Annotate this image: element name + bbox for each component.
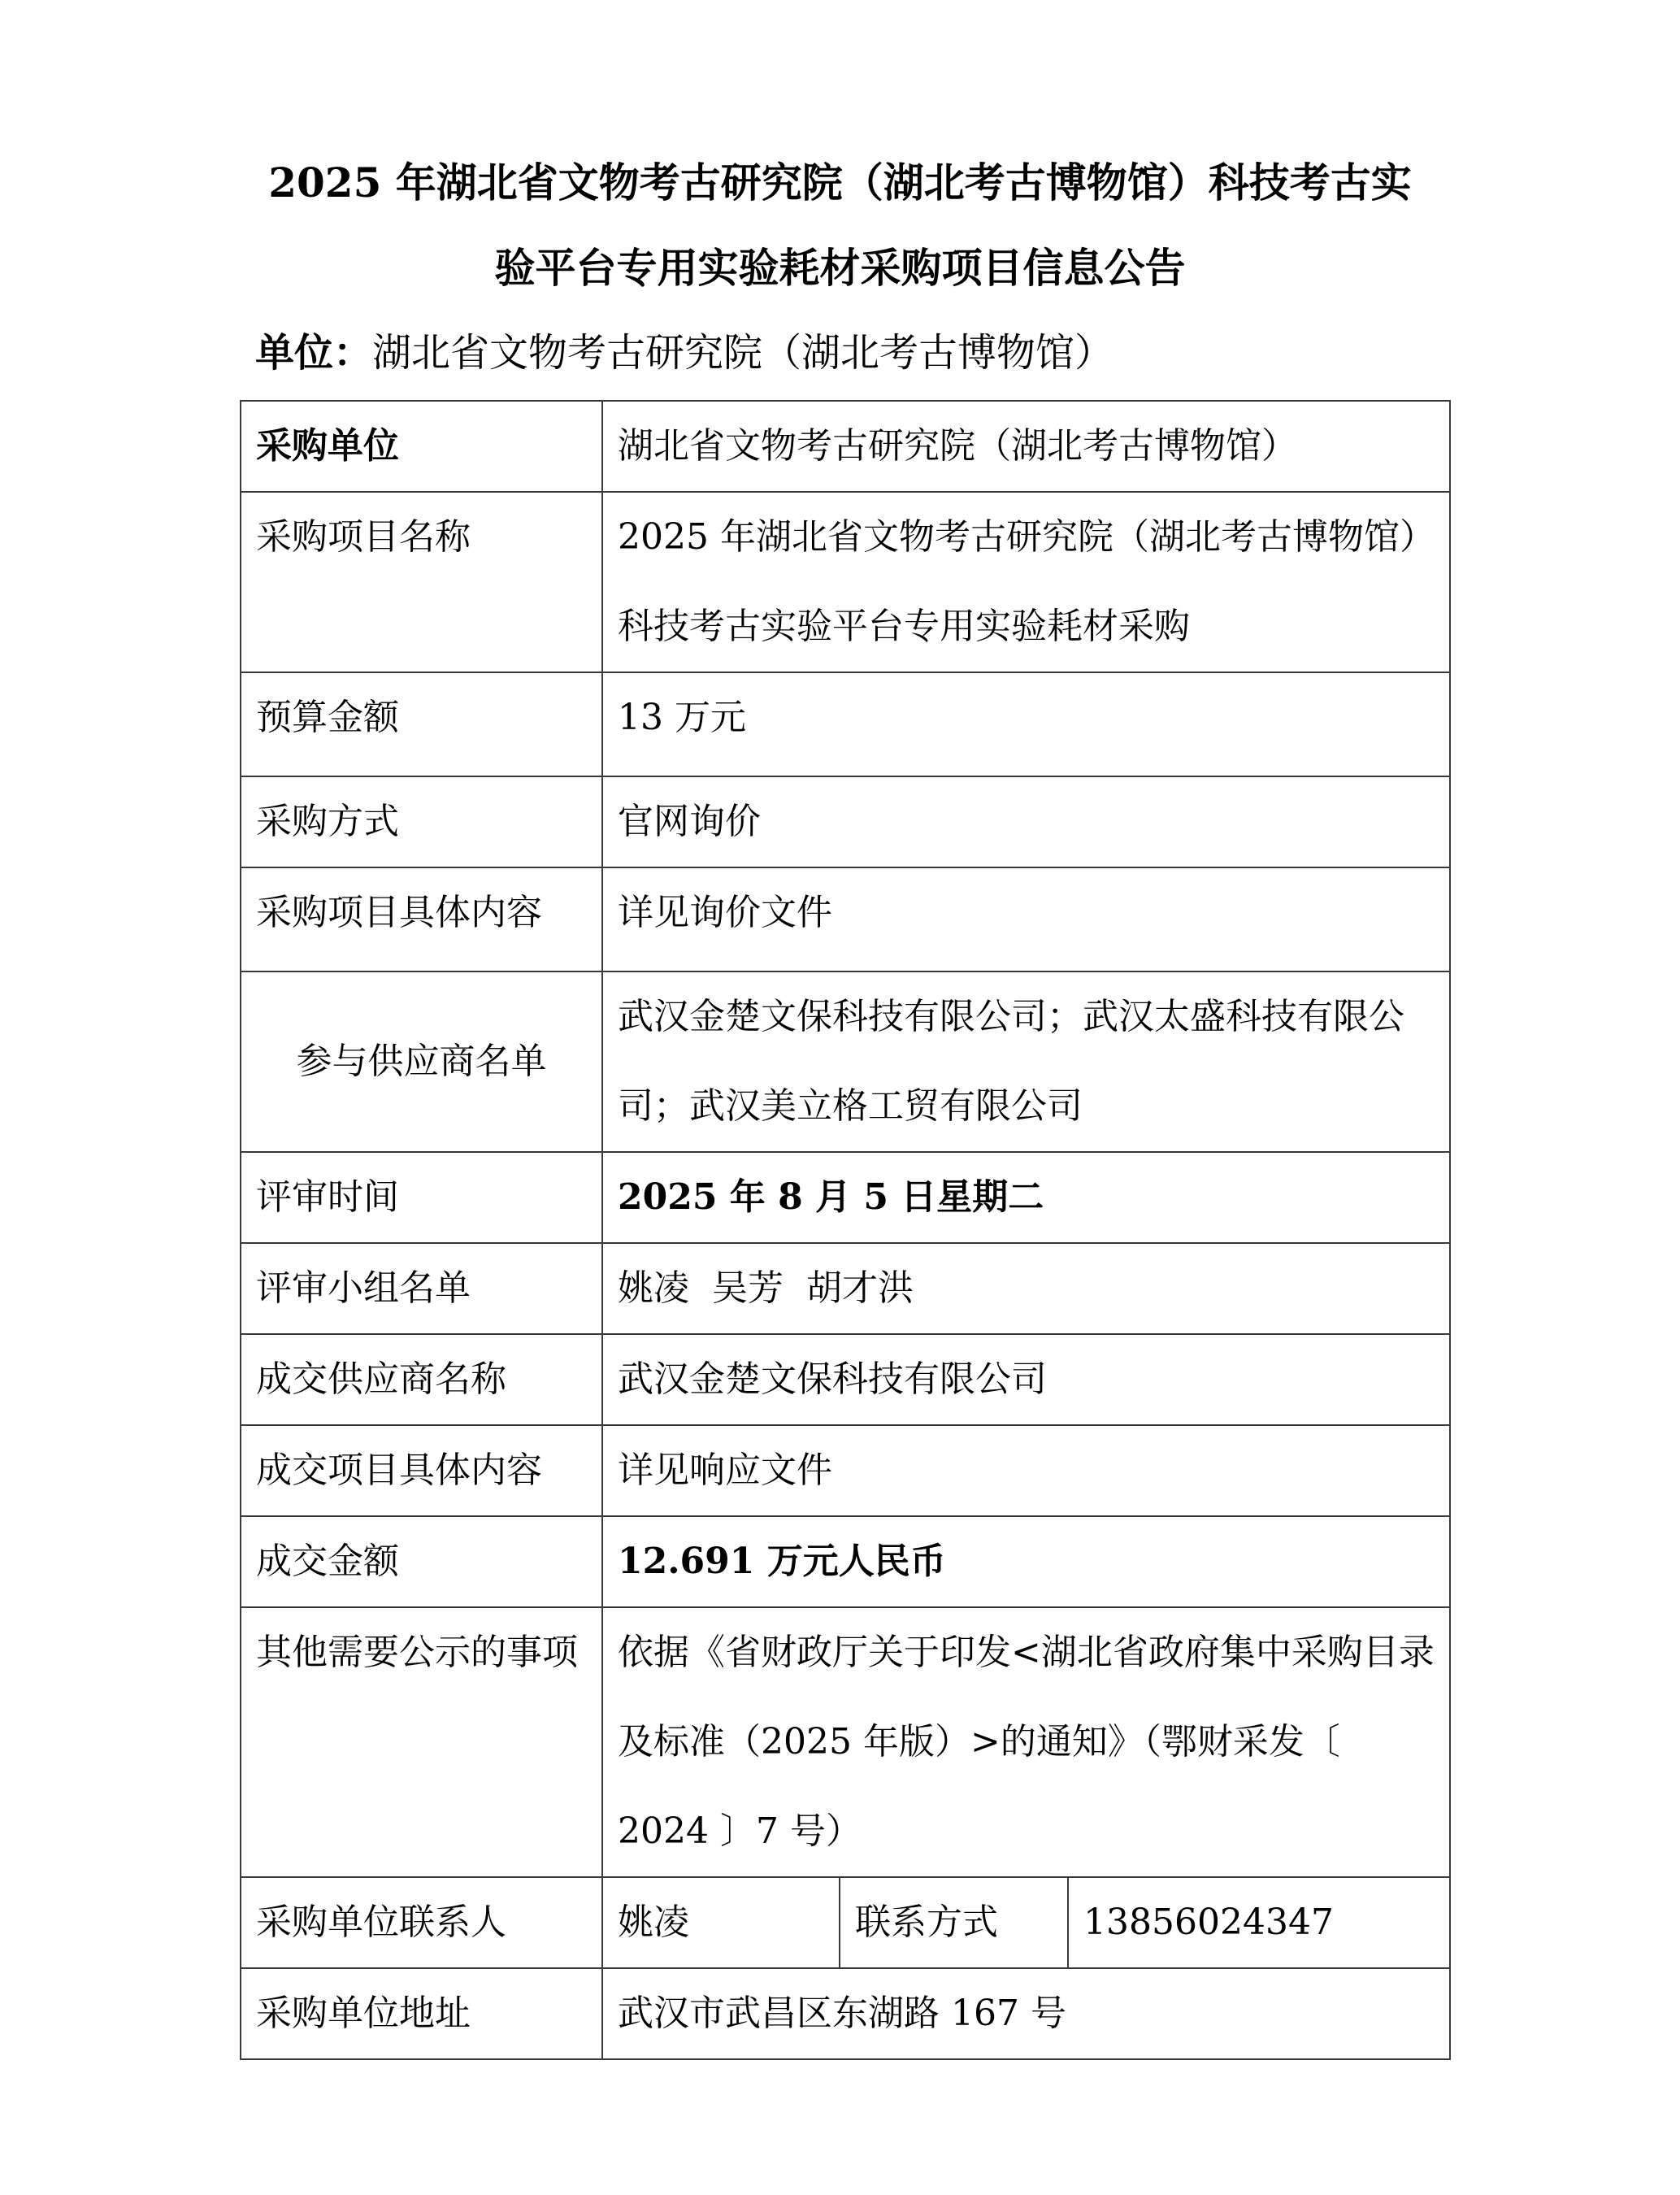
table-row [241, 1607, 1450, 1877]
table-row [241, 867, 1450, 971]
unit-line [255, 328, 1113, 377]
suppliers-label: 参与供应商名单 [241, 971, 602, 1152]
method-label: 采购方式 [241, 776, 602, 867]
review-team-value: 姚凌 吴芳 胡才洪 [602, 1243, 1450, 1334]
deal-content-value: 详见响应文件 [602, 1425, 1450, 1516]
table-row [241, 492, 1450, 672]
deal-amount-label: 成交金额 [241, 1516, 602, 1607]
table-row [241, 1334, 1450, 1425]
method-value: 官网询价 [602, 776, 1450, 867]
table-row [241, 672, 1450, 776]
info-table [240, 400, 1451, 2060]
purchaser-value: 湖北省文物考古研究院（湖北考古博物馆） [602, 401, 1450, 492]
budget-value: 13 万元 [602, 672, 1450, 776]
table-row [241, 1877, 1450, 1968]
table-row [241, 1968, 1450, 2059]
suppliers-value: 武汉金楚文保科技有限公司；武汉太盛科技有限公司；武汉美立格工贸有限公司 [602, 971, 1450, 1152]
table-row [241, 401, 1450, 492]
project-name-value: 2025 年湖北省文物考古研究院（湖北考古博物馆）科技考古实验平台专用实验耗材采购 [602, 492, 1450, 672]
table-row [241, 1516, 1450, 1607]
table-row [241, 776, 1450, 867]
purchaser-label: 采购单位 [241, 401, 602, 492]
budget-label: 预算金额 [241, 672, 602, 776]
deal-content-label: 成交项目具体内容 [241, 1425, 602, 1516]
contact-method-label: 联系方式 [840, 1877, 1068, 1968]
table-row [241, 1243, 1450, 1334]
winner-value: 武汉金楚文保科技有限公司 [602, 1334, 1450, 1425]
document-title-line-1: 2025 年湖北省文物考古研究院（湖北考古博物馆）科技考古实 [268, 159, 1412, 206]
other-value: 依据《省财政厅关于印发<湖北省政府集中采购目录及标准（2025 年版）>的通知》（鄂财采发〔 2024 〕7 号） [602, 1607, 1450, 1877]
deal-amount-value: 12.691 万元人民币 [602, 1516, 1450, 1607]
table-row [241, 971, 1450, 1152]
table-row [241, 1425, 1450, 1516]
document-title-line-2: 验平台专用实验耗材采购项目信息公告 [494, 244, 1186, 292]
address-label: 采购单位地址 [241, 1968, 602, 2059]
project-name-label: 采购项目名称 [241, 492, 602, 672]
review-team-label: 评审小组名单 [241, 1243, 602, 1334]
content-label: 采购项目具体内容 [241, 867, 602, 971]
contact-phone: 13856024347 [1068, 1877, 1450, 1968]
table-row [241, 1152, 1450, 1243]
content-value: 详见询价文件 [602, 867, 1450, 971]
contact-name: 姚凌 [602, 1877, 840, 1968]
unit-label: 单位： [255, 330, 373, 376]
review-time-label: 评审时间 [241, 1152, 602, 1243]
winner-label: 成交供应商名称 [241, 1334, 602, 1425]
contact-label: 采购单位联系人 [241, 1877, 602, 1968]
other-label: 其他需要公示的事项 [241, 1607, 602, 1877]
review-time-value: 2025 年 8 月 5 日星期二 [602, 1152, 1450, 1243]
address-value: 武汉市武昌区东湖路 167 号 [602, 1968, 1450, 2059]
unit-value: 湖北省文物考古研究院（湖北考古博物馆） [372, 330, 1114, 376]
